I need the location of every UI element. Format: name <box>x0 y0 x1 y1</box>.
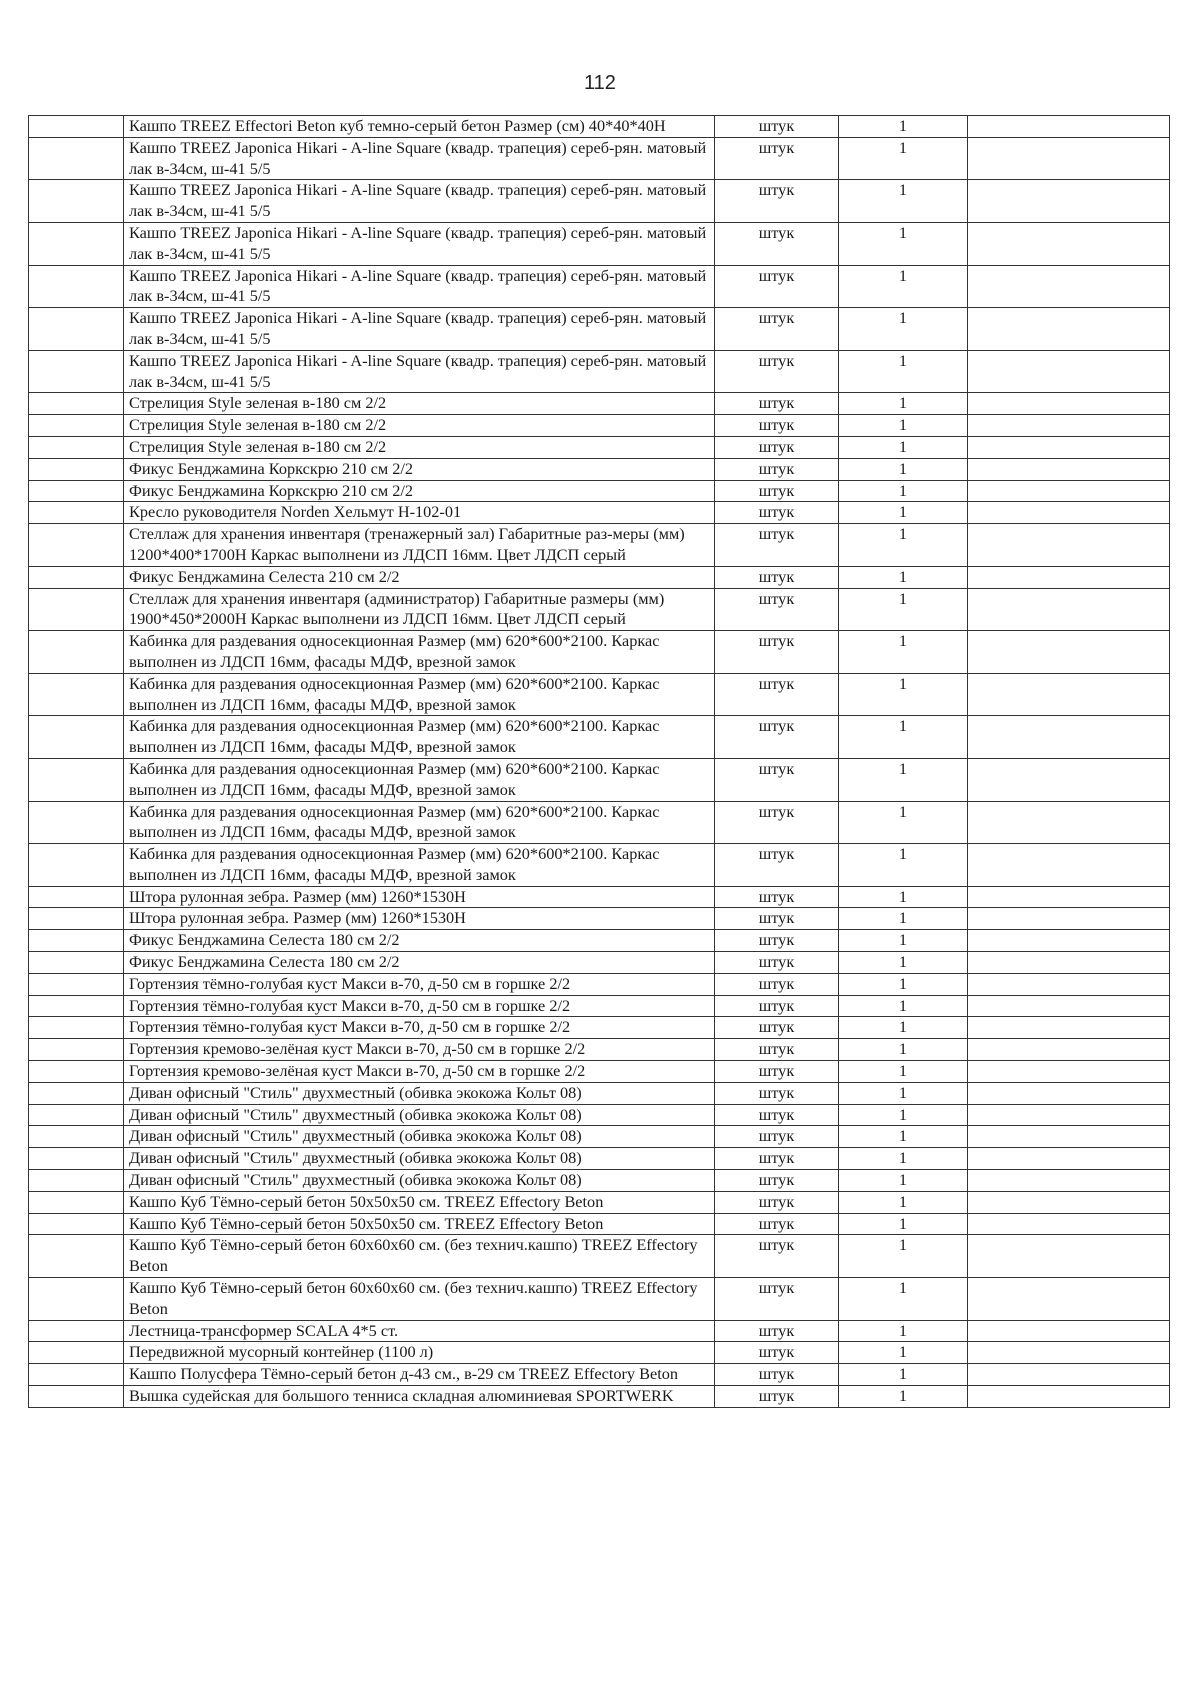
item-name-cell: Фикус Бенджамина Коркскрю 210 см 2/2 <box>124 458 715 480</box>
table-row <box>29 1104 1170 1126</box>
quantity-cell: 1 <box>839 436 968 458</box>
item-name-cell: Диван офисный "Стиль" двухместный (обивка экокожа Кольт 08) <box>124 1104 715 1126</box>
row-number-cell <box>29 758 124 801</box>
table-row <box>29 1039 1170 1061</box>
note-cell <box>968 1126 1170 1148</box>
note-cell <box>968 952 1170 974</box>
note-cell <box>968 1213 1170 1235</box>
item-name-cell: Стеллаж для хранения инвентаря (администратор) Габаритные размеры (мм) 1900*450*2000H Каркас выполнени из ЛДСП 16мм. Цвет ЛДСП серый <box>124 588 715 631</box>
note-cell <box>968 1170 1170 1192</box>
quantity-cell: 1 <box>839 1061 968 1083</box>
table-row <box>29 116 1170 138</box>
item-name-cell: Штора рулонная зебра. Размер (мм) 1260*1530H <box>124 908 715 930</box>
unit-cell: штук <box>715 222 839 265</box>
note-cell <box>968 844 1170 887</box>
item-name-cell: Диван офисный "Стиль" двухместный (обивка экокожа Кольт 08) <box>124 1126 715 1148</box>
quantity-cell: 1 <box>839 631 968 674</box>
quantity-cell: 1 <box>839 1148 968 1170</box>
note-cell <box>968 588 1170 631</box>
row-number-cell <box>29 524 124 567</box>
unit-cell: штук <box>715 930 839 952</box>
item-name-cell: Кашпо Куб Тёмно-серый бетон 60x60x60 см. (без технич.кашпо) TREEZ Effectory Beton <box>124 1235 715 1278</box>
table-row <box>29 566 1170 588</box>
table-row <box>29 1364 1170 1386</box>
note-cell <box>968 1082 1170 1104</box>
unit-cell: штук <box>715 393 839 415</box>
quantity-cell: 1 <box>839 222 968 265</box>
note-cell <box>968 973 1170 995</box>
row-number-cell <box>29 973 124 995</box>
item-name-cell: Кабинка для раздевания односекционная Размер (мм) 620*600*2100. Каркас выполнен из ЛДСП 16мм, фасады МДФ, врезной замок <box>124 801 715 844</box>
table-row <box>29 588 1170 631</box>
table-row <box>29 1061 1170 1083</box>
item-name-cell: Кашпо TREEZ Japonica Hikari - A-line Square (квадр. трапеция) сереб-рян. матовый лак в-34см, ш-41 5/5 <box>124 350 715 393</box>
table-row <box>29 1278 1170 1321</box>
quantity-cell: 1 <box>839 1017 968 1039</box>
unit-cell: штук <box>715 758 839 801</box>
note-cell <box>968 801 1170 844</box>
quantity-cell: 1 <box>839 1191 968 1213</box>
quantity-cell: 1 <box>839 480 968 502</box>
item-name-cell: Кабинка для раздевания односекционная Размер (мм) 620*600*2100. Каркас выполнен из ЛДСП 16мм, фасады МДФ, врезной замок <box>124 716 715 759</box>
quantity-cell: 1 <box>839 716 968 759</box>
item-name-cell: Кашпо Куб Тёмно-серый бетон 60x60x60 см. (без технич.кашпо) TREEZ Effectory Beton <box>124 1278 715 1321</box>
note-cell <box>968 308 1170 351</box>
table-row <box>29 1170 1170 1192</box>
table-row <box>29 1126 1170 1148</box>
row-number-cell <box>29 801 124 844</box>
note-cell <box>968 180 1170 223</box>
table-row <box>29 673 1170 716</box>
note-cell <box>968 908 1170 930</box>
row-number-cell <box>29 502 124 524</box>
item-name-cell: Кабинка для раздевания односекционная Размер (мм) 620*600*2100. Каркас выполнен из ЛДСП 16мм, фасады МДФ, врезной замок <box>124 673 715 716</box>
note-cell <box>968 1386 1170 1408</box>
unit-cell: штук <box>715 1039 839 1061</box>
unit-cell: штук <box>715 524 839 567</box>
table-row <box>29 1386 1170 1408</box>
unit-cell: штук <box>715 1386 839 1408</box>
unit-cell: штук <box>715 350 839 393</box>
row-number-cell <box>29 1039 124 1061</box>
table-row <box>29 393 1170 415</box>
quantity-cell: 1 <box>839 844 968 887</box>
row-number-cell <box>29 116 124 138</box>
table-row <box>29 1017 1170 1039</box>
row-number-cell <box>29 952 124 974</box>
note-cell <box>968 566 1170 588</box>
unit-cell: штук <box>715 1213 839 1235</box>
unit-cell: штук <box>715 1342 839 1364</box>
row-number-cell <box>29 716 124 759</box>
unit-cell: штук <box>715 1364 839 1386</box>
row-number-cell <box>29 415 124 437</box>
row-number-cell <box>29 1126 124 1148</box>
quantity-cell: 1 <box>839 415 968 437</box>
quantity-cell: 1 <box>839 995 968 1017</box>
row-number-cell <box>29 1235 124 1278</box>
row-number-cell <box>29 566 124 588</box>
item-name-cell: Передвижной мусорный контейнер (1100 л) <box>124 1342 715 1364</box>
table-row <box>29 952 1170 974</box>
quantity-cell: 1 <box>839 1170 968 1192</box>
quantity-cell: 1 <box>839 930 968 952</box>
note-cell <box>968 631 1170 674</box>
quantity-cell: 1 <box>839 1213 968 1235</box>
row-number-cell <box>29 1017 124 1039</box>
row-number-cell <box>29 1320 124 1342</box>
quantity-cell: 1 <box>839 524 968 567</box>
quantity-cell: 1 <box>839 1039 968 1061</box>
row-number-cell <box>29 1170 124 1192</box>
note-cell <box>968 137 1170 180</box>
item-name-cell: Фикус Бенджамина Селеста 180 см 2/2 <box>124 930 715 952</box>
item-name-cell: Стеллаж для хранения инвентаря (тренажерный зал) Габаритные раз-меры (мм) 1200*400*1700H Каркас выполнени из ЛДСП 16мм. Цвет ЛДСП серый <box>124 524 715 567</box>
row-number-cell <box>29 844 124 887</box>
row-number-cell <box>29 350 124 393</box>
unit-cell: штук <box>715 1017 839 1039</box>
quantity-cell: 1 <box>839 116 968 138</box>
table-row <box>29 1235 1170 1278</box>
quantity-cell: 1 <box>839 350 968 393</box>
unit-cell: штук <box>715 308 839 351</box>
note-cell <box>968 1039 1170 1061</box>
row-number-cell <box>29 1278 124 1321</box>
quantity-cell: 1 <box>839 1342 968 1364</box>
table-row <box>29 758 1170 801</box>
row-number-cell <box>29 1342 124 1364</box>
unit-cell: штук <box>715 116 839 138</box>
note-cell <box>968 502 1170 524</box>
note-cell <box>968 1364 1170 1386</box>
unit-cell: штук <box>715 1278 839 1321</box>
item-name-cell: Стрелиция Style зеленая в-180 см 2/2 <box>124 436 715 458</box>
unit-cell: штук <box>715 1320 839 1342</box>
quantity-cell: 1 <box>839 1082 968 1104</box>
quantity-cell: 1 <box>839 566 968 588</box>
table-row <box>29 1342 1170 1364</box>
note-cell <box>968 1278 1170 1321</box>
unit-cell: штук <box>715 180 839 223</box>
note-cell <box>968 350 1170 393</box>
note-cell <box>968 415 1170 437</box>
row-number-cell <box>29 886 124 908</box>
row-number-cell <box>29 436 124 458</box>
item-name-cell: Кашпо TREEZ Japonica Hikari - A-line Square (квадр. трапеция) сереб-рян. матовый лак в-34см, ш-41 5/5 <box>124 137 715 180</box>
note-cell <box>968 1061 1170 1083</box>
unit-cell: штук <box>715 995 839 1017</box>
item-name-cell: Фикус Бенджамина Коркскрю 210 см 2/2 <box>124 480 715 502</box>
quantity-cell: 1 <box>839 458 968 480</box>
unit-cell: штук <box>715 1170 839 1192</box>
note-cell <box>968 930 1170 952</box>
unit-cell: штук <box>715 415 839 437</box>
item-name-cell: Кашпо Полусфера Тёмно-серый бетон д-43 см., в-29 см TREEZ Effectory Beton <box>124 1364 715 1386</box>
note-cell <box>968 1191 1170 1213</box>
note-cell <box>968 1148 1170 1170</box>
page-number: 112 <box>584 72 616 94</box>
unit-cell: штук <box>715 952 839 974</box>
unit-cell: штук <box>715 137 839 180</box>
unit-cell: штук <box>715 265 839 308</box>
row-number-cell <box>29 222 124 265</box>
table-row <box>29 1148 1170 1170</box>
unit-cell: штук <box>715 673 839 716</box>
item-name-cell: Кресло руководителя Norden Хельмут H-102-01 <box>124 502 715 524</box>
row-number-cell <box>29 995 124 1017</box>
table-row <box>29 1320 1170 1342</box>
table-row <box>29 524 1170 567</box>
table-row <box>29 265 1170 308</box>
note-cell <box>968 673 1170 716</box>
table-row <box>29 350 1170 393</box>
item-name-cell: Гортензия тёмно-голубая куст Макси в-70, д-50 см в горшке 2/2 <box>124 995 715 1017</box>
unit-cell: штук <box>715 1104 839 1126</box>
note-cell <box>968 436 1170 458</box>
table-row <box>29 222 1170 265</box>
table-row <box>29 458 1170 480</box>
item-name-cell: Кашпо TREEZ Japonica Hikari - A-line Square (квадр. трапеция) сереб-рян. матовый лак в-34см, ш-41 5/5 <box>124 180 715 223</box>
unit-cell: штук <box>715 886 839 908</box>
table-row <box>29 137 1170 180</box>
quantity-cell: 1 <box>839 1278 968 1321</box>
row-number-cell <box>29 1213 124 1235</box>
row-number-cell <box>29 1364 124 1386</box>
item-name-cell: Стрелиция Style зеленая в-180 см 2/2 <box>124 415 715 437</box>
table-row <box>29 1082 1170 1104</box>
row-number-cell <box>29 1191 124 1213</box>
row-number-cell <box>29 180 124 223</box>
row-number-cell <box>29 458 124 480</box>
note-cell <box>968 393 1170 415</box>
unit-cell: штук <box>715 458 839 480</box>
item-name-cell: Кашпо TREEZ Japonica Hikari - A-line Square (квадр. трапеция) сереб-рян. матовый лак в-34см, ш-41 5/5 <box>124 222 715 265</box>
unit-cell: штук <box>715 436 839 458</box>
unit-cell: штук <box>715 973 839 995</box>
note-cell <box>968 1104 1170 1126</box>
note-cell <box>968 458 1170 480</box>
table-row <box>29 480 1170 502</box>
quantity-cell: 1 <box>839 137 968 180</box>
table-row <box>29 308 1170 351</box>
unit-cell: штук <box>715 1148 839 1170</box>
item-name-cell: Кашпо TREEZ Effectori Beton куб темно-серый бетон Размер (см) 40*40*40H <box>124 116 715 138</box>
row-number-cell <box>29 1082 124 1104</box>
item-name-cell: Кашпо TREEZ Japonica Hikari - A-line Square (квадр. трапеция) сереб-рян. матовый лак в-34см, ш-41 5/5 <box>124 308 715 351</box>
item-name-cell: Диван офисный "Стиль" двухместный (обивка экокожа Кольт 08) <box>124 1148 715 1170</box>
item-name-cell: Кабинка для раздевания односекционная Размер (мм) 620*600*2100. Каркас выполнен из ЛДСП 16мм, фасады МДФ, врезной замок <box>124 844 715 887</box>
unit-cell: штук <box>715 1235 839 1278</box>
unit-cell: штук <box>715 908 839 930</box>
item-name-cell: Диван офисный "Стиль" двухместный (обивка экокожа Кольт 08) <box>124 1170 715 1192</box>
row-number-cell <box>29 393 124 415</box>
table-row <box>29 973 1170 995</box>
note-cell <box>968 222 1170 265</box>
row-number-cell <box>29 137 124 180</box>
unit-cell: штук <box>715 1061 839 1083</box>
quantity-cell: 1 <box>839 1386 968 1408</box>
inventory-table-body <box>29 116 1170 1408</box>
quantity-cell: 1 <box>839 502 968 524</box>
item-name-cell: Лестница-трансформер SCALA 4*5 ст. <box>124 1320 715 1342</box>
item-name-cell: Стрелиция Style зеленая в-180 см 2/2 <box>124 393 715 415</box>
table-row <box>29 716 1170 759</box>
row-number-cell <box>29 631 124 674</box>
quantity-cell: 1 <box>839 973 968 995</box>
note-cell <box>968 1320 1170 1342</box>
item-name-cell: Фикус Бенджамина Селеста 210 см 2/2 <box>124 566 715 588</box>
item-name-cell: Штора рулонная зебра. Размер (мм) 1260*1530H <box>124 886 715 908</box>
quantity-cell: 1 <box>839 1364 968 1386</box>
quantity-cell: 1 <box>839 1235 968 1278</box>
note-cell <box>968 1342 1170 1364</box>
quantity-cell: 1 <box>839 308 968 351</box>
item-name-cell: Гортензия тёмно-голубая куст Макси в-70, д-50 см в горшке 2/2 <box>124 1017 715 1039</box>
note-cell <box>968 995 1170 1017</box>
table-row <box>29 886 1170 908</box>
item-name-cell: Кабинка для раздевания односекционная Размер (мм) 620*600*2100. Каркас выполнен из ЛДСП 16мм, фасады МДФ, врезной замок <box>124 631 715 674</box>
row-number-cell <box>29 1386 124 1408</box>
row-number-cell <box>29 1104 124 1126</box>
quantity-cell: 1 <box>839 1126 968 1148</box>
table-row <box>29 844 1170 887</box>
quantity-cell: 1 <box>839 393 968 415</box>
row-number-cell <box>29 1061 124 1083</box>
quantity-cell: 1 <box>839 180 968 223</box>
unit-cell: штук <box>715 631 839 674</box>
unit-cell: штук <box>715 844 839 887</box>
row-number-cell <box>29 1148 124 1170</box>
note-cell <box>968 1235 1170 1278</box>
unit-cell: штук <box>715 1082 839 1104</box>
unit-cell: штук <box>715 1126 839 1148</box>
unit-cell: штук <box>715 502 839 524</box>
item-name-cell: Кабинка для раздевания односекционная Размер (мм) 620*600*2100. Каркас выполнен из ЛДСП 16мм, фасады МДФ, врезной замок <box>124 758 715 801</box>
row-number-cell <box>29 908 124 930</box>
table-row <box>29 801 1170 844</box>
table-row <box>29 180 1170 223</box>
table-row <box>29 908 1170 930</box>
row-number-cell <box>29 308 124 351</box>
table-row <box>29 502 1170 524</box>
item-name-cell: Кашпо Куб Тёмно-серый бетон 50x50x50 см. TREEZ Effectory Beton <box>124 1191 715 1213</box>
item-name-cell: Диван офисный "Стиль" двухместный (обивка экокожа Кольт 08) <box>124 1082 715 1104</box>
quantity-cell: 1 <box>839 1320 968 1342</box>
quantity-cell: 1 <box>839 588 968 631</box>
unit-cell: штук <box>715 1191 839 1213</box>
table-row <box>29 1191 1170 1213</box>
item-name-cell: Фикус Бенджамина Селеста 180 см 2/2 <box>124 952 715 974</box>
table-row <box>29 995 1170 1017</box>
item-name-cell: Вышка судейская для большого тенниса складная алюминиевая SPORTWERK <box>124 1386 715 1408</box>
note-cell <box>968 116 1170 138</box>
row-number-cell <box>29 588 124 631</box>
quantity-cell: 1 <box>839 886 968 908</box>
note-cell <box>968 716 1170 759</box>
item-name-cell: Гортензия тёмно-голубая куст Макси в-70, д-50 см в горшке 2/2 <box>124 973 715 995</box>
unit-cell: штук <box>715 588 839 631</box>
row-number-cell <box>29 930 124 952</box>
row-number-cell <box>29 480 124 502</box>
unit-cell: штук <box>715 716 839 759</box>
item-name-cell: Кашпо Куб Тёмно-серый бетон 50x50x50 см. TREEZ Effectory Beton <box>124 1213 715 1235</box>
row-number-cell <box>29 265 124 308</box>
note-cell <box>968 524 1170 567</box>
note-cell <box>968 1017 1170 1039</box>
note-cell <box>968 480 1170 502</box>
quantity-cell: 1 <box>839 908 968 930</box>
quantity-cell: 1 <box>839 1104 968 1126</box>
table-row <box>29 631 1170 674</box>
note-cell <box>968 758 1170 801</box>
row-number-cell <box>29 673 124 716</box>
table-row <box>29 415 1170 437</box>
quantity-cell: 1 <box>839 758 968 801</box>
quantity-cell: 1 <box>839 952 968 974</box>
quantity-cell: 1 <box>839 801 968 844</box>
table-row <box>29 1213 1170 1235</box>
unit-cell: штук <box>715 801 839 844</box>
item-name-cell: Кашпо TREEZ Japonica Hikari - A-line Square (квадр. трапеция) сереб-рян. матовый лак в-34см, ш-41 5/5 <box>124 265 715 308</box>
table-row <box>29 436 1170 458</box>
note-cell <box>968 886 1170 908</box>
note-cell <box>968 265 1170 308</box>
item-name-cell: Гортензия кремово-зелёная куст Макси в-70, д-50 см в горшке 2/2 <box>124 1061 715 1083</box>
unit-cell: штук <box>715 480 839 502</box>
item-name-cell: Гортензия кремово-зелёная куст Макси в-70, д-50 см в горшке 2/2 <box>124 1039 715 1061</box>
unit-cell: штук <box>715 566 839 588</box>
quantity-cell: 1 <box>839 673 968 716</box>
quantity-cell: 1 <box>839 265 968 308</box>
inventory-table <box>28 115 1170 1408</box>
table-row <box>29 930 1170 952</box>
